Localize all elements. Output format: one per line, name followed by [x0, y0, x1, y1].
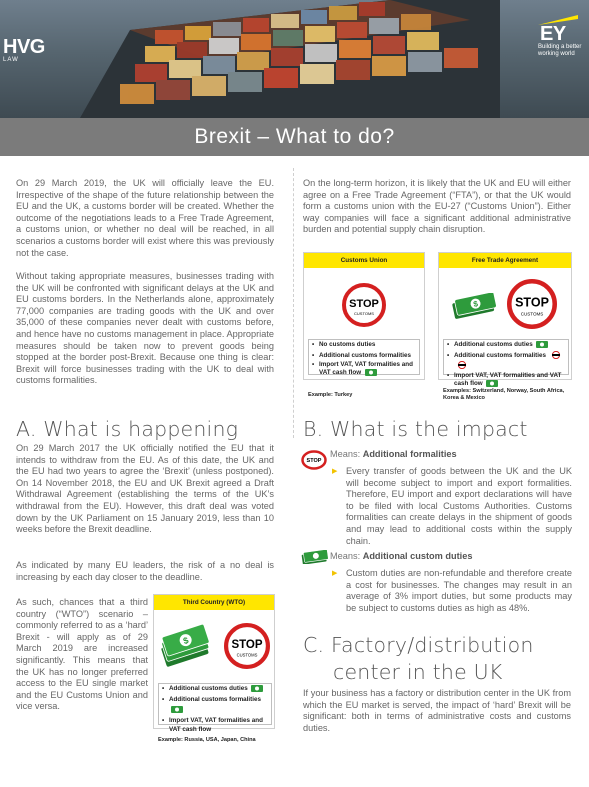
section-c-paragraph: If your business has a factory or distribution center in the UK from which the EU market is served, the impact of ‘hard’ Brexit will be significant: both in terms of administrative costs and customs duties.: [303, 688, 571, 733]
money-icon: [486, 380, 498, 387]
fta-card: [438, 252, 572, 387]
stop-sign-icon: [301, 450, 327, 470]
section-b-heading: B. What is the impact: [303, 417, 528, 441]
money-icon: [251, 685, 263, 692]
ey-logo-text: EY: [540, 23, 566, 45]
stop-word: STOP: [231, 639, 263, 652]
list-item-text: Import VAT, VAT formalities and VAT cash flow: [319, 361, 413, 377]
stop-sub: CUSTOMS: [520, 311, 544, 317]
list-item-text: Additional customs formalities: [169, 695, 262, 703]
stop-mini-icon: [550, 351, 562, 359]
stop-word: STOP: [306, 458, 322, 464]
hvg-logo-text: HVG: [3, 36, 45, 58]
ey-beam-icon: [538, 15, 578, 25]
customs-union-list: [308, 339, 420, 375]
list-item: [159, 716, 271, 734]
section-c-heading-line-1: C. Factory/distribution: [303, 633, 534, 657]
impact-1-title: Additional formalities: [362, 449, 457, 459]
stop-mini-icon: [456, 361, 468, 369]
list-item: • No customs duties: [309, 340, 419, 351]
section-a-paragraph-3: As such, chances that a third country (“WTO”) scenario – commonly referred to as a ‘hard’ Brexit - will apply as of 29 March 2019 are increased significantly. This means that the UK has no longer preferred access to the EU single market and the EU Customs Union and vice versa.: [16, 597, 148, 712]
money-icon: [365, 369, 377, 376]
money-stack-icon: [158, 623, 210, 673]
money-icon: [171, 706, 183, 713]
stop-word: STOP: [349, 298, 379, 310]
means-label: Means:: [330, 449, 363, 459]
impact-1-text: ▶ Every transfer of goods between the UK and the UK will become subject to import and export formalities. Therefore, EU import and export declarations will have to be filed with local Customs Authorities. Customs formalities can create delays in the shipment of goods and may lead to additional costs within the supply chain.: [330, 466, 572, 547]
svg-text:$: $: [181, 635, 190, 647]
money-icon: [301, 550, 329, 564]
list-item: [309, 361, 419, 377]
customs-union-card: [303, 252, 425, 380]
intro-paragraph-2: Without taking appropriate measures, businesses trading with the UK will be confronted with significant delays at the UK and EU customs borders. In the Netherlands alone, approximately 77,000 companies are trading goods with the UK and over 35,000 of these companies never dealt with customs before, and hence have no customs management in place. Appropriate measures should be taken now to prevent goods being stopped at the border post-Brexit. Because one thing is clear: Brexit will force businesses trading with the UK to deal with customs formalities.: [16, 271, 274, 386]
list-item-text: Import VAT, VAT formalities and VAT cash flow: [169, 716, 263, 733]
stop-sign-icon: [507, 279, 557, 329]
impact-2-title: Additional custom duties: [362, 551, 473, 561]
svg-text:$: $: [472, 299, 479, 309]
impact-1-label: [330, 449, 457, 459]
list-item-text: Import VAT, VAT formalities and VAT cash flow: [454, 371, 562, 387]
wto-card: [153, 594, 275, 733]
impact-2-text: ▶ Custom duties are non-refundable and therefore create a cost for businesses. The changes may result in an average of 3% import duties, but some products may be subject to customs duties as high as 48%.: [330, 568, 572, 614]
stop-word: STOP: [515, 295, 549, 310]
wto-list: [158, 683, 272, 733]
customs-union-title: Customs Union: [304, 253, 424, 268]
column-divider: [293, 168, 294, 438]
list-item: [444, 351, 568, 372]
stop-sub: CUSTOMS: [354, 311, 374, 316]
list-item-text: Additional customs duties: [169, 685, 248, 692]
fta-example: Examples: Switzerland, Norway, South Africa, Korea & Mexico: [443, 388, 565, 401]
list-item-text: Additional customs formalities: [454, 351, 547, 359]
list-item: • Additional customs formalities: [309, 351, 419, 362]
money-icon: [536, 341, 548, 348]
list-item: [444, 372, 568, 388]
stop-sign-icon: [224, 623, 270, 669]
money-icon: [449, 293, 499, 319]
section-a-paragraph-2: As indicated by many EU leaders, the risk of a no deal is increasing by each day closer to the deadline.: [16, 560, 274, 582]
long-term-paragraph: On the long-term horizon, it is likely that the UK and EU will either agree on a Free Trade Agreement (“FTA”), or that the UK would form a customs union with the EU-27 (“Customs Union”). Either way companies will face a significant additional administrative burden and potential supply chain disruption.: [303, 178, 571, 235]
title-bar: [0, 118, 589, 156]
ey-logo: [540, 24, 586, 58]
page-title: Brexit – What to do?: [194, 125, 395, 148]
list-item-text: Additional customs duties: [454, 341, 533, 348]
intro-paragraph-1: On 29 March 2019, the UK will officially leave the EU. Irrespective of the shape of the future relationship between the EU and the UK, a customs border will be created. Whether the outcome of the negotiations leads to a Free Trade Agreement, a customs union, or whether no deal will be reached, in all scenarios a customs border will exist where this was previously not the case.: [16, 178, 274, 258]
section-a-paragraph-1: On 29 March 2017 the UK officially notified the EU that it intends to withdraw from the EU. As of this date, the UK and the EU had two years to agree the ‘Brexit’ (unless postponed). On 14 November 2018, the EU and UK Brexit agreed a Draft Withdrawal Agreement (establishing the terms of the UK’s withdrawal from the EU). However, this draft deal was voted down by the UK Parliament on 15 January 2019, less than 10 weeks before the Brexit deadline.: [16, 443, 274, 535]
list-item: [159, 684, 271, 695]
fta-list: [443, 339, 569, 387]
list-item: [444, 340, 568, 351]
section-c-heading-line-2: center in the UK: [333, 660, 503, 684]
wto-title: Third Country (WTO): [154, 595, 274, 610]
customs-union-example: Example: Turkey: [308, 392, 353, 398]
header-image: [0, 0, 589, 118]
hvg-logo: [3, 38, 45, 63]
impact-2-label: [330, 551, 472, 561]
stop-sign-icon: [342, 283, 386, 327]
stop-sub: CUSTOMS: [236, 652, 258, 658]
hvg-logo-sub: LAW: [3, 57, 19, 63]
fta-title: Free Trade Agreement: [439, 253, 571, 268]
section-a-heading: A. What is happening: [16, 417, 239, 441]
list-item: [159, 695, 271, 716]
wto-example: Example: Russia, USA, Japan, China: [158, 737, 256, 743]
container-ship-image: [60, 0, 500, 118]
ey-tagline: Building a better working world: [538, 44, 582, 57]
means-label: Means:: [330, 551, 363, 561]
